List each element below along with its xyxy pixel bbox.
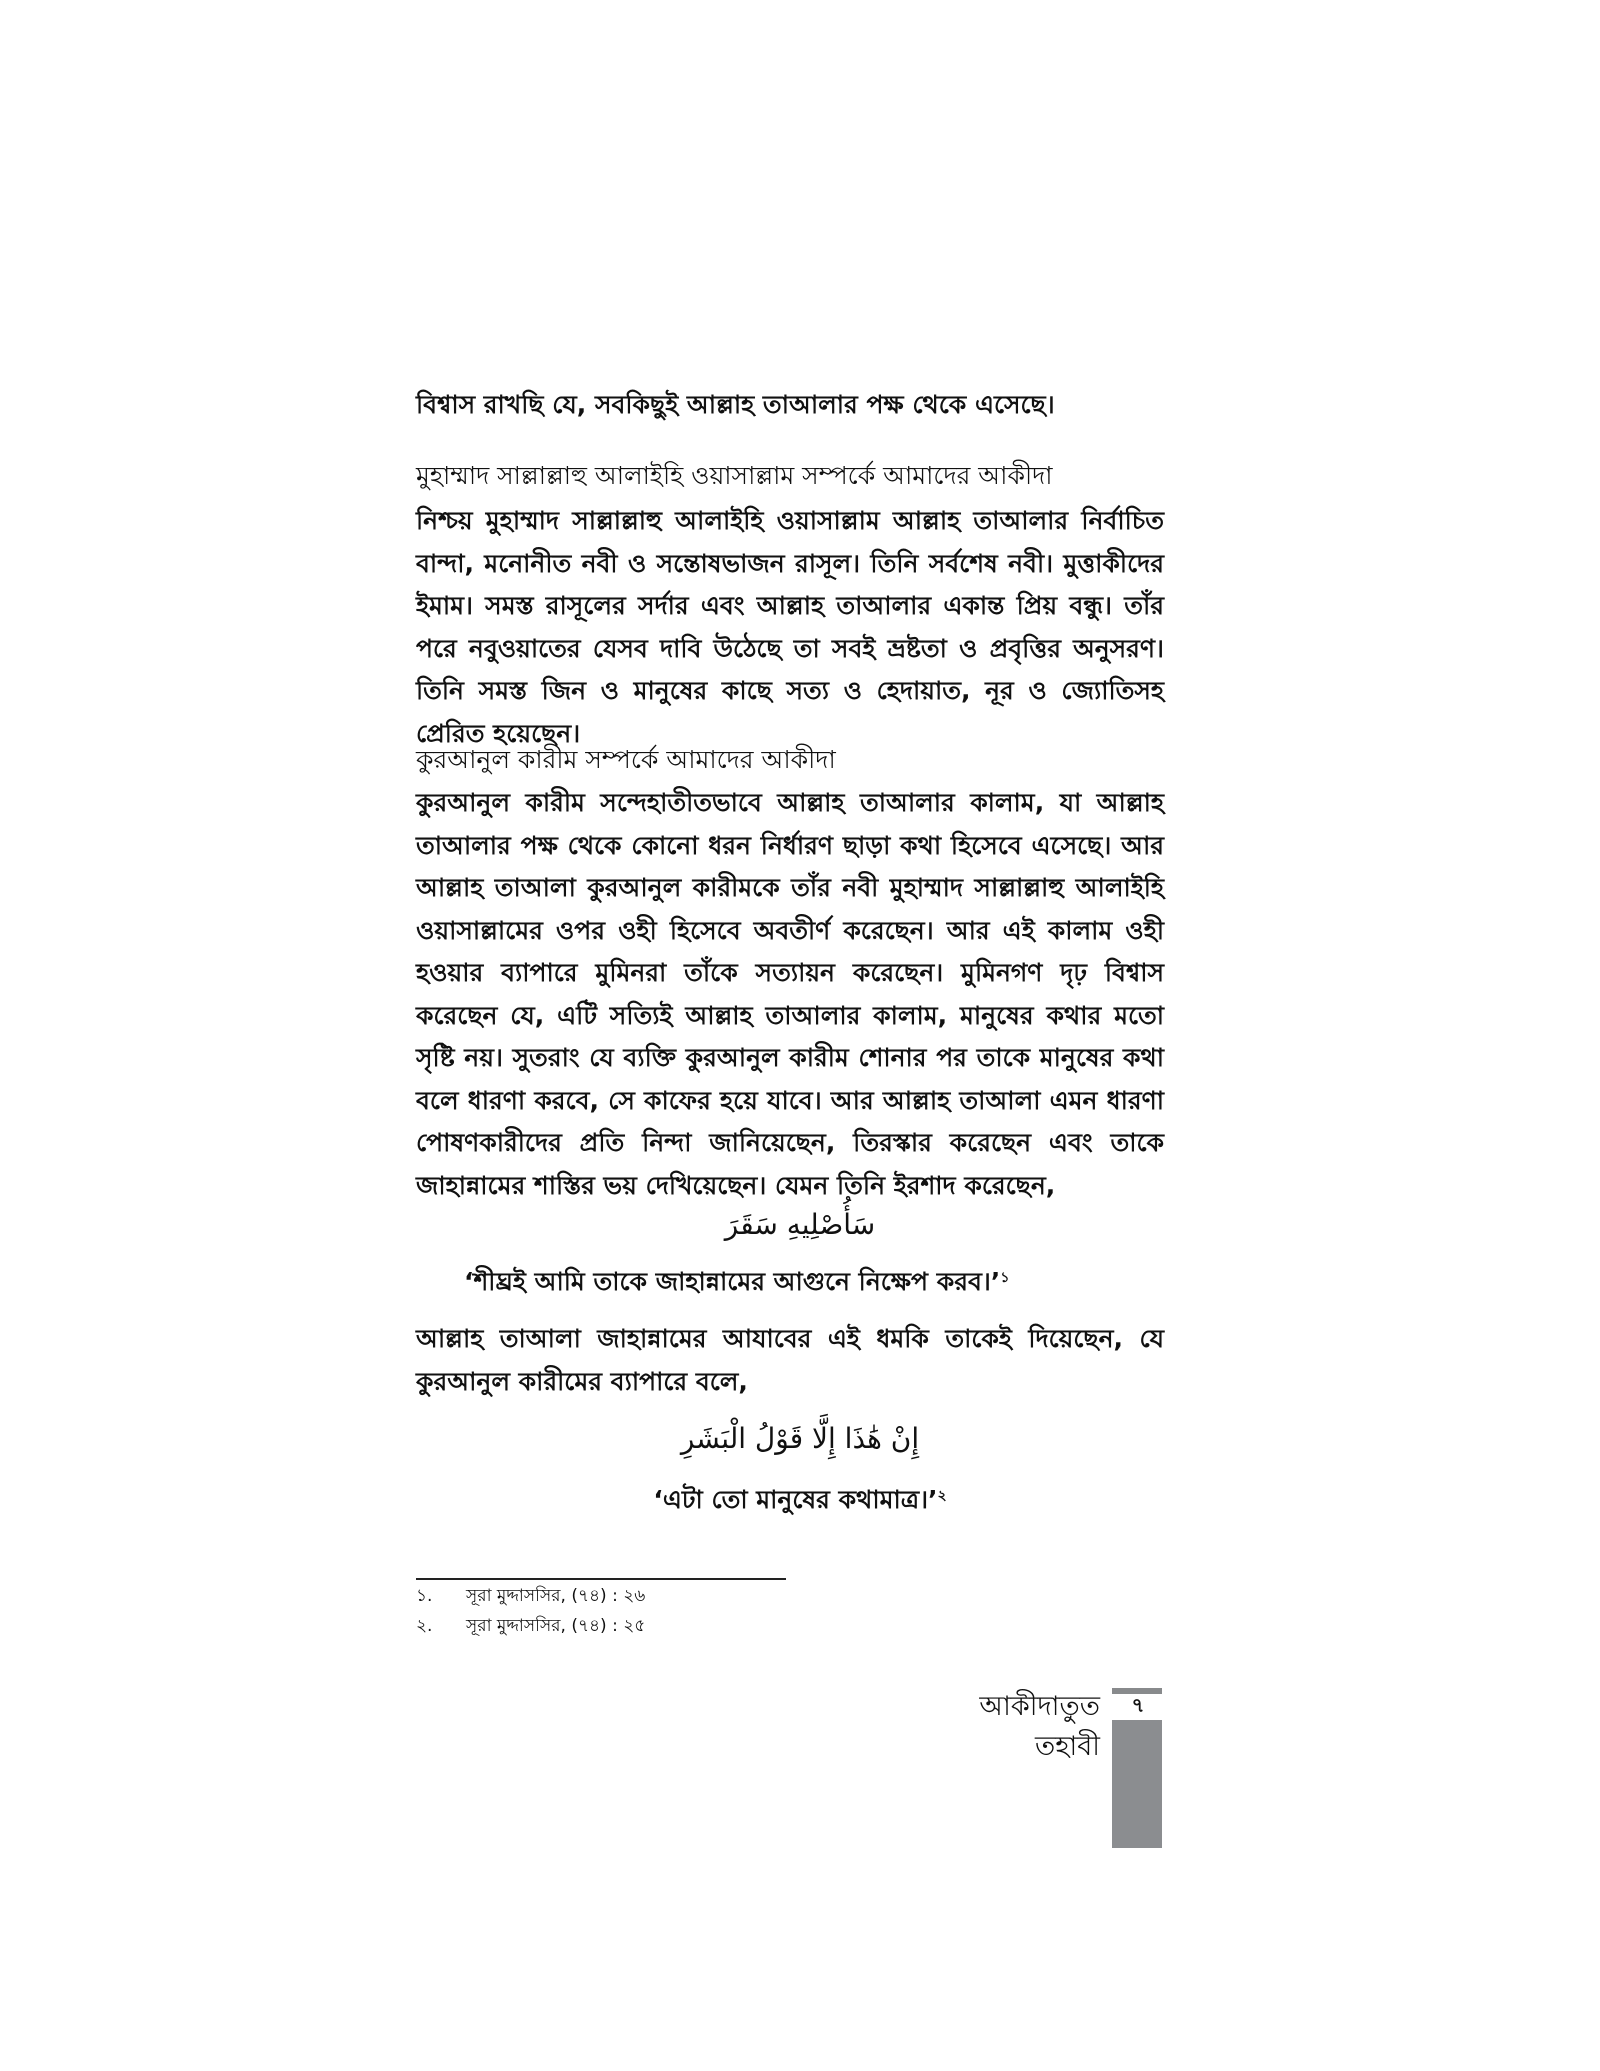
quote-1-text: ‘শীঘ্রই আমি তাকে জাহান্নামের আগুনে নিক্ষেপ করব।’ — [464, 1267, 1001, 1296]
footnote-1 — [416, 1583, 645, 1609]
footnote-2 — [416, 1613, 645, 1639]
footnote-2-number: ২. — [416, 1616, 433, 1636]
footnote-1-number: ১. — [416, 1586, 433, 1606]
section-heading-prophet: মুহাম্মাদ সাল্লাল্লাহু আলাইহি ওয়াসাল্লাম সম্পর্কে আমাদের আকীদা — [416, 461, 1053, 490]
arabic-verse-2: إِنْ هَٰذَا إِلَّا قَوْلُ الْبَشَرِ — [680, 1422, 920, 1455]
footnote-1-text: সূরা মুদ্দাসসির, (৭৪) : ২৬ — [466, 1586, 646, 1606]
arabic-verse-1: سَأُصْلِيهِ سَقَرَ — [724, 1208, 876, 1241]
footnote-ref-2: ২ — [937, 1488, 947, 1504]
quote-1 — [464, 1262, 1164, 1302]
section-body-quran: কুরআনুল কারীম সন্দেহাতীতভাবে আল্লাহ তাআলার কালাম, যা আল্লাহ তাআলার পক্ষ থেকে কোনো ধরন নির্ধারণ ছাড়া কথা হিসেবে এসেছে। আর আল্লাহ তাআলা কুরআনুল কারীমকে তাঁর নবী মুহাম্মাদ সাল্লাল্লাহু আলাইহি ওয়াসাল্লামের ওপর ওহী হিসেবে অবতীর্ণ করেছেন। আর এই কালাম ওহী হওয়ার ব্যাপারে মুমিনরা তাঁকে সত্যায়ন করেছেন। মুমিনগণ দৃঢ় বিশ্বাস করেছেন যে, এটি সত্যিই আল্লাহ তাআলার কালাম, মানুষের কথার মতো সৃষ্টি নয়। সুতরাং যে ব্যক্তি কুরআনুল কারীম শোনার পর তাকে মানুষের কথা বলে ধারণা করবে, সে কাফের হয়ে যাবে। আর আল্লাহ তাআলা এমন ধারণা পোষণকারীদের প্রতি নিন্দা জানিয়েছেন, তিরস্কার করেছেন এবং তাকে জাহান্নামের শাস্তির ভয় দেখিয়েছেন। যেমন তিনি ইরশাদ করেছেন, — [416, 788, 1164, 1200]
footnote-2-text: সূরা মুদ্দাসসির, (৭৪) : ২৫ — [466, 1616, 646, 1636]
paragraph-3: আল্লাহ তাআলা জাহান্নামের আযাবের এই ধমকি তাকেই দিয়েছেন, যে কুরআনুল কারীমের ব্যাপারে বলে, — [416, 1324, 1164, 1396]
footnote-divider — [416, 1578, 786, 1580]
page-edge-tab — [1112, 1720, 1162, 1848]
section-heading-quran: কুরআনুল কারীম সম্পর্কে আমাদের আকীদা — [416, 745, 836, 774]
section-body-prophet: নিশ্চয় মুহাম্মাদ সাল্লাল্লাহু আলাইহি ওয়াসাল্লাম আল্লাহ তাআলার নির্বাচিত বান্দা, মনোনীত নবী ও সন্তোষভাজন রাসূল। তিনি সর্বশেষ নবী। মুত্তাকীদের ইমাম। সমস্ত রাসূলের সর্দার এবং আল্লাহ তাআলার একান্ত প্রিয় বন্ধু। তাঁর পরে নবুওয়াতের যেসব দাবি উঠেছে তা সবই ভ্রষ্টতা ও প্রবৃত্তির অনুসরণ। তিনি সমস্ত জিন ও মানুষের কাছে সত্য ও হেদায়াত, নূর ও জ্যোতিসহ প্রেরিত হয়েছেন। — [416, 506, 1164, 748]
quote-2 — [0, 1480, 1600, 1520]
quote-2-text: ‘এটা তো মানুষের কথামাত্র।’ — [653, 1485, 938, 1514]
running-title: আকীদাতুত তহাবী — [979, 1691, 1100, 1762]
page-number: ৭ — [1131, 1693, 1145, 1717]
intro-line: বিশ্বাস রাখছি যে, সবকিছুই আল্লাহ তাআলার পক্ষ থেকে এসেছে। — [416, 390, 1055, 419]
footnote-ref-1: ১ — [1000, 1270, 1010, 1286]
